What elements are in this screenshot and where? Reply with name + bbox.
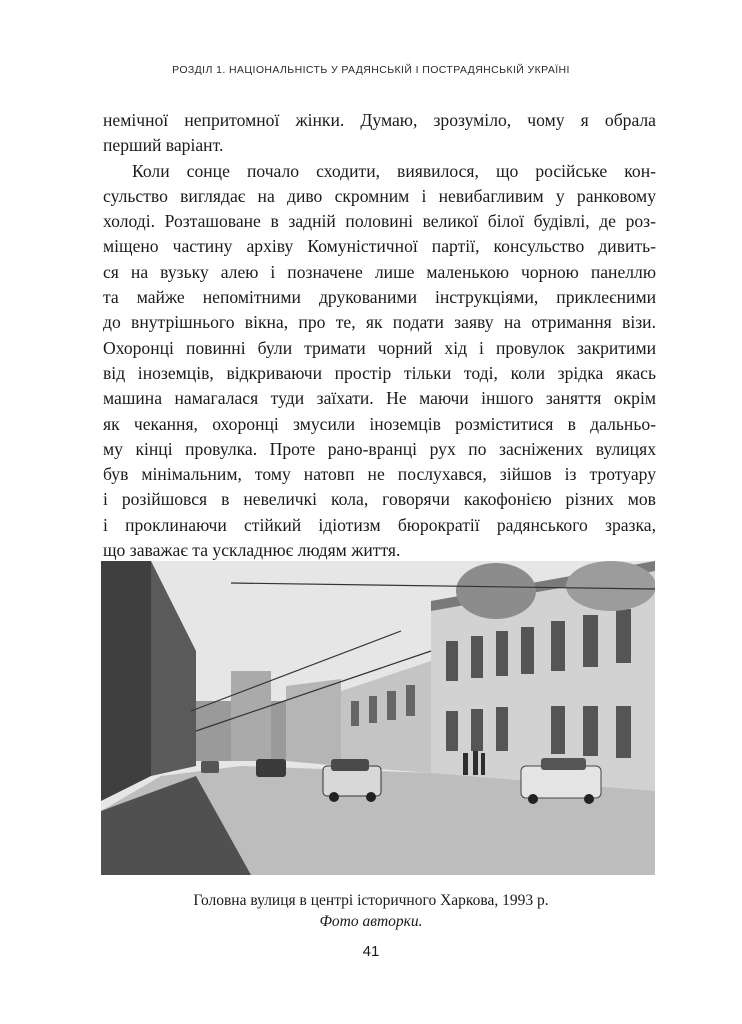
- text-line: ся на вузьку алею і позначене лише маленькою чорною панеллю: [103, 261, 656, 282]
- text-line: і проклинаючи стійкий ідіотизм бюрократії радянського зразка,: [103, 514, 656, 535]
- text-line: і розійшовся в невеличкі кола, говорячи какофонією різних мов: [103, 489, 656, 510]
- paragraph-first-line: Коли сонце почало сходити, виявилося, що російське кон-: [132, 160, 656, 181]
- text-line: до внутрішнього вікна, про те, як подати заяву на отримання візи.: [103, 312, 656, 333]
- text-line: як чекання, охоронці змусили іноземців розміститися в дальньо-: [103, 413, 656, 434]
- text-line: машина намагалася туди заїхати. Не маючи іншого заняття окрім: [103, 388, 656, 409]
- body-text: [103, 108, 656, 563]
- street-photo: [101, 561, 655, 875]
- text-line: холоді. Розташоване в задній половині великої білої будівлі, де роз-: [103, 211, 656, 232]
- caption-text: Головна вулиця в центрі історичного Харкова, 1993 р.: [193, 892, 549, 909]
- text-line: що заважає та ускладнює людям життя.: [103, 540, 401, 561]
- figure-caption: [0, 890, 742, 932]
- running-header: РОЗДІЛ 1. НАЦІОНАЛЬНІСТЬ У РАДЯНСЬКІЙ І ПОСТРАДЯНСЬКІЙ УКРАЇНІ: [172, 64, 570, 76]
- text-line: був мінімальним, тому натовп не послухався, зійшов із тротуару: [103, 464, 656, 485]
- text-line: від іноземців, відкриваючи простір тільки тоді, коли зрідка якась: [103, 362, 656, 383]
- photo-credit: Фото авторки.: [319, 913, 423, 930]
- text-line: міщено частину архіву Комуністичної партії, консульство дивить-: [103, 236, 656, 257]
- text-line: сульство виглядає на диво скромним і невибагливим у ранковому: [103, 185, 656, 206]
- text-line: та майже непомітними друкованими інструкціями, приклеєними: [103, 287, 656, 308]
- text-line: му кінці провулка. Проте рано-вранці рух по засніжених вулицях: [103, 438, 656, 459]
- page-number: 41: [362, 943, 380, 960]
- text-line: Охоронці повинні були тримати чорний хід і провулок закритими: [103, 337, 656, 358]
- text-line: перший варіант.: [103, 135, 224, 156]
- text-line: немічної непритомної жінки. Думаю, зрозуміло, чому я обрала: [103, 110, 656, 130]
